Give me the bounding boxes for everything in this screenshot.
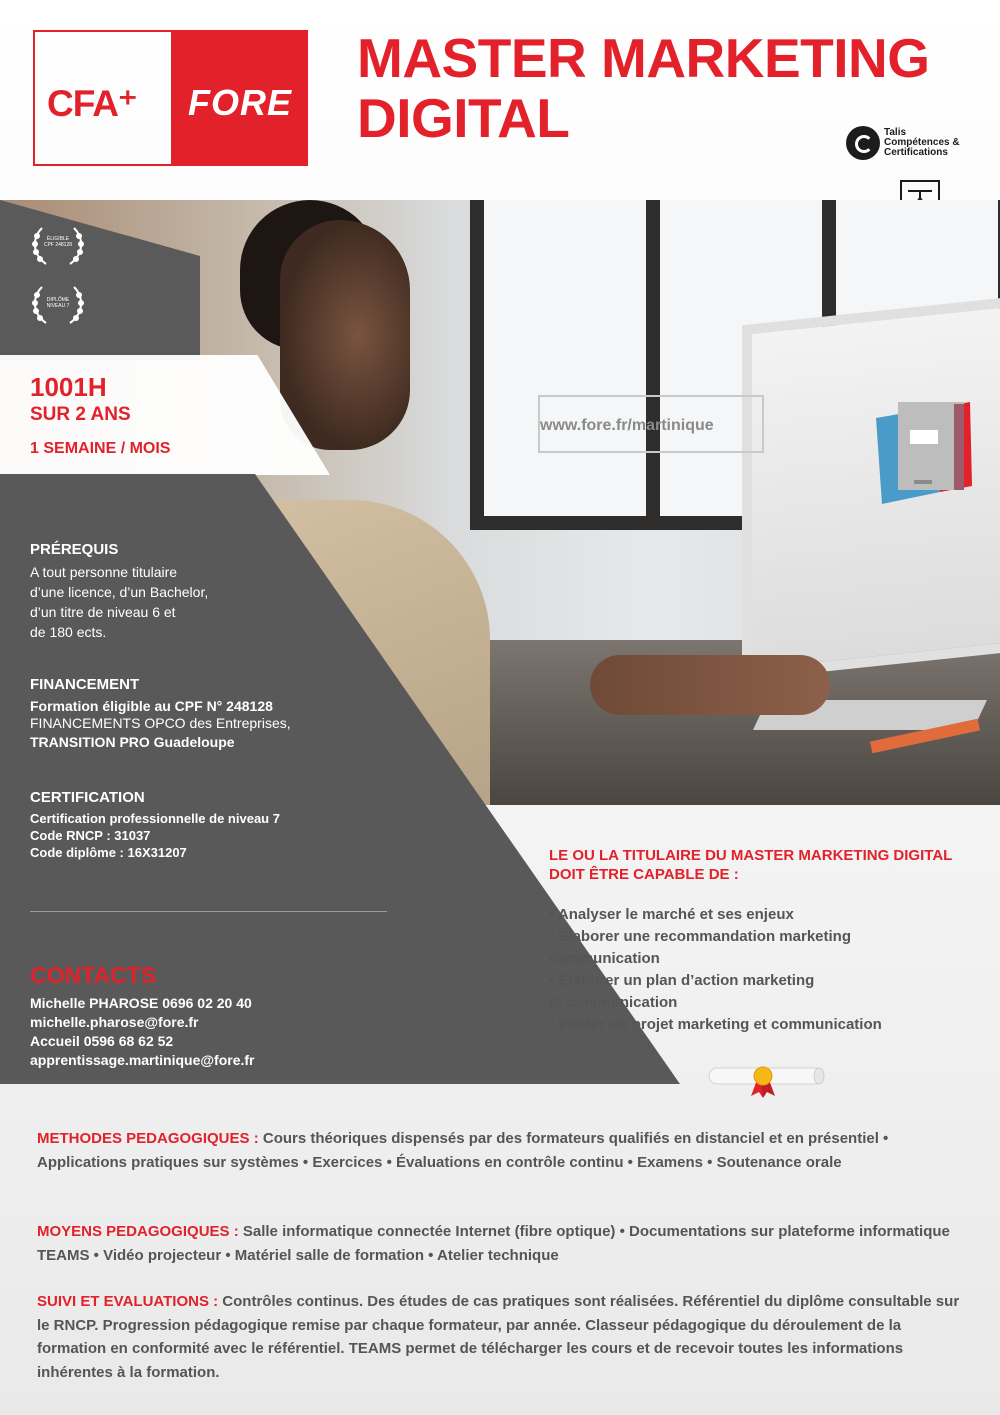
capability-item: • Élaborer un plan d’action marketing bbox=[549, 972, 815, 989]
books-icon bbox=[874, 400, 974, 510]
duration-years: SUR 2 ANS bbox=[30, 404, 131, 425]
certification-line: Code diplôme : 16X31207 bbox=[30, 845, 187, 860]
person-head bbox=[280, 220, 410, 450]
capability-item: et communication bbox=[549, 994, 678, 1011]
certification-line: Code RNCP : 31037 bbox=[30, 828, 151, 843]
prerequis-line: d’un titre de niveau 6 et bbox=[30, 604, 176, 620]
contact-phone-michelle[interactable]: Michelle PHAROSE 0696 02 20 40 bbox=[30, 995, 252, 1011]
title-line-2: DIGITAL bbox=[357, 87, 570, 149]
financement-line-2: FINANCEMENTS OPCO des Entreprises, bbox=[30, 715, 291, 731]
moyens-label: MOYENS PEDAGOGIQUES : bbox=[37, 1223, 239, 1240]
talis-cc-text: Talis Compétences & Certifications bbox=[884, 127, 960, 158]
methodes-paragraph bbox=[37, 1127, 967, 1174]
duration-rhythm: 1 SEMAINE / MOIS bbox=[30, 440, 171, 457]
suivi-label: SUIVI ET EVALUATIONS : bbox=[37, 1293, 219, 1310]
talis-circle-icon bbox=[846, 126, 880, 160]
capability-item: • Élaborer une recommandation marketing bbox=[549, 928, 851, 945]
duration-hours: 1001H bbox=[30, 372, 107, 402]
contacts-title: CONTACTS bbox=[30, 962, 157, 988]
methodes-label: METHODES PEDAGOGIQUES : bbox=[37, 1130, 259, 1147]
prerequis-text bbox=[30, 562, 208, 642]
diploma-scroll-icon bbox=[705, 1058, 827, 1098]
title-line-1: MASTER MARKETING bbox=[357, 27, 930, 89]
cpf-badge-text: ÉLIGIBLE CPF 248128 bbox=[43, 236, 73, 248]
contacts-list bbox=[30, 994, 254, 1070]
suivi-paragraph bbox=[37, 1290, 967, 1384]
capabilities-list bbox=[549, 904, 989, 1036]
diploma-badge-text: DIPLÔME NIVEAU 7 bbox=[46, 297, 70, 309]
contact-email-michelle[interactable]: michelle.pharose@fore.fr bbox=[30, 1014, 199, 1030]
person-hands bbox=[590, 655, 830, 715]
certification-title: CERTIFICATION bbox=[30, 789, 145, 806]
prerequis-line: d’une licence, d’un Bachelor, bbox=[30, 584, 209, 600]
suivi-text: Contrôles continus. Des études de cas pratiques sont réalisées. Référentiel du diplôme consultable sur le RNCP. Progression pédagogique remise par chaque formateur, par année. Classeur pédagogique du déroulement de la formation en conformité avec le référentiel. TEAMS permet de télécharger les cours et de recevoir toutes les informations inhérentes à la formation. bbox=[37, 1293, 960, 1381]
certification-text bbox=[30, 810, 280, 861]
talis-competences-logo bbox=[846, 126, 974, 160]
contact-email-apprentissage[interactable]: apprentissage.martinique@fore.fr bbox=[30, 1052, 255, 1068]
page-title bbox=[357, 28, 930, 148]
website-link[interactable]: www.fore.fr/martinique bbox=[540, 417, 714, 434]
prerequis-line: de 180 ects. bbox=[30, 624, 107, 640]
capabilities-title: LE OU LA TITULAIRE DU MASTER MARKETING DIGITAL DOIT ÊTRE CAPABLE DE : bbox=[549, 847, 953, 883]
prerequis-line: A tout personne titulaire bbox=[30, 564, 178, 580]
contact-phone-accueil[interactable]: Accueil 0596 68 62 52 bbox=[30, 1033, 174, 1049]
moyens-paragraph bbox=[37, 1220, 967, 1267]
cpf-badge bbox=[28, 222, 88, 270]
prerequis-title: PRÉREQUIS bbox=[30, 541, 119, 558]
financement-line-3: TRANSITION PRO Guadeloupe bbox=[30, 734, 235, 750]
capability-item: • Analyser le marché et ses enjeux bbox=[549, 906, 794, 923]
financement-line-1: Formation éligible au CPF N° 248128 bbox=[30, 698, 273, 714]
certification-line: Certification professionnelle de niveau 7 bbox=[30, 811, 280, 826]
window-pane bbox=[470, 200, 660, 530]
financement-title: FINANCEMENT bbox=[30, 676, 140, 693]
moyens-text: Salle informatique connectée Internet (fibre optique) • Documentations sur plateforme informatique TEAMS • Vidéo projecteur • Matériel salle de formation • Atelier technique bbox=[37, 1223, 950, 1264]
logo-fore: FORE bbox=[187, 82, 292, 123]
diploma-badge bbox=[28, 281, 88, 329]
divider bbox=[30, 911, 387, 912]
logo-cfa: CFA⁺ bbox=[47, 83, 137, 124]
capability-item: • Piloter un projet marketing et communication bbox=[549, 1016, 882, 1033]
methodes-text: Cours théoriques dispensés par des formateurs qualifiés en distanciel et en présentiel • Applications pratiques sur systèmes • Exercices • Évaluations en contrôle continu • Examens • Soutenance orale bbox=[37, 1130, 889, 1171]
capability-item: communication bbox=[549, 950, 660, 967]
